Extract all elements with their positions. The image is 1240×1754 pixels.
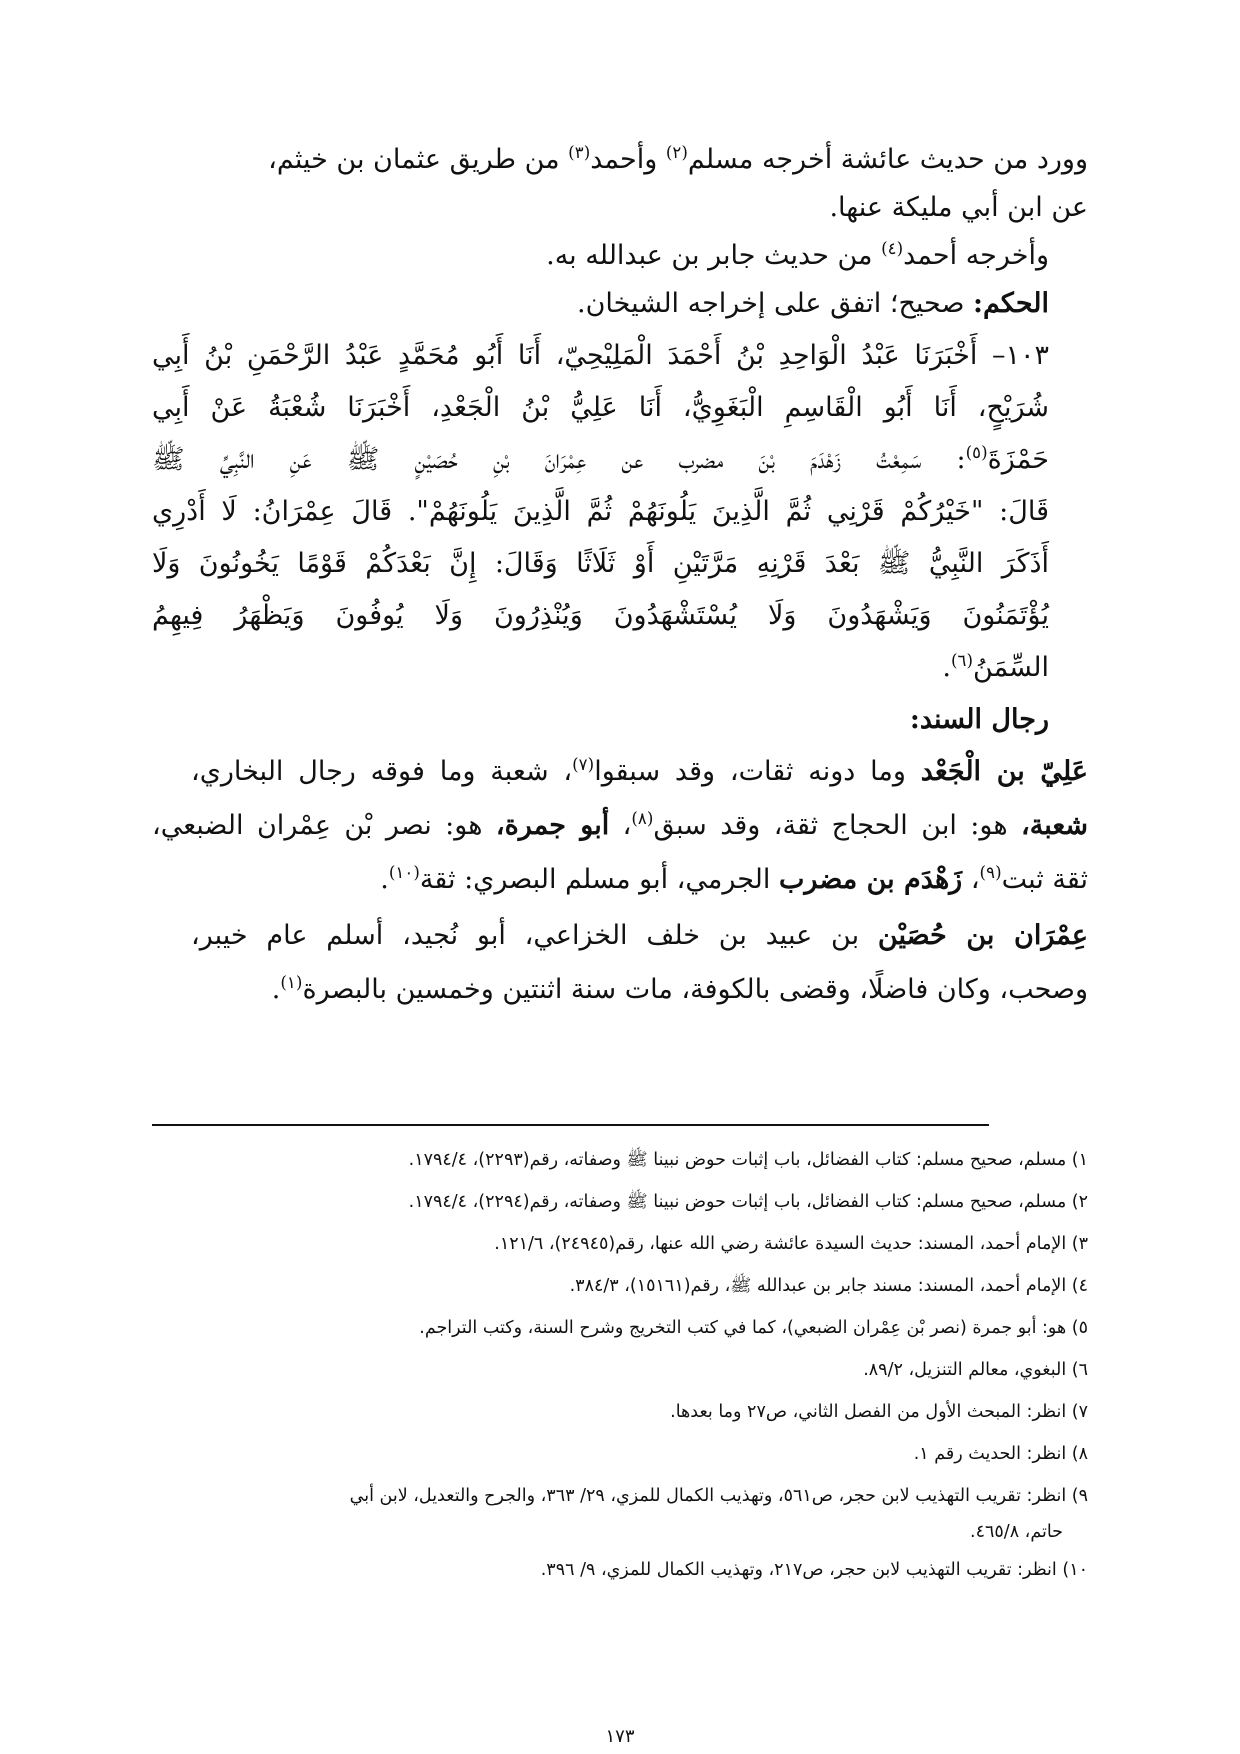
rijal-heading	[910, 700, 1049, 740]
footnote-5	[419, 1314, 1088, 1342]
footnote-ref[interactable]: (١٠)	[388, 862, 420, 882]
footnote-ref[interactable]: (٨)	[631, 808, 654, 828]
body-line-2	[829, 188, 1088, 228]
rijal-text: وصحب، وكان فاضلًا، وقضى بالكوفة، مات سنة اثنتين وخمسين بالبصرة	[302, 974, 1088, 1005]
body-text: وأخرجه أحمد	[903, 240, 1049, 271]
hadith-text: شُرَيْحٍ، أَنَا أَبُو الْقَاسِمِ الْبَغَوِيُّ، أَنَا عَلِيُّ بْنُ الْجَعْدِ، أَخْبَرَنَا شُعْبَةُ عَنْ أَبِي	[152, 392, 1049, 423]
footnote-8	[914, 1440, 1088, 1468]
footnote-6	[863, 1356, 1088, 1384]
rijal-text: هو: نصر بْن عِمْران الضبعي،	[152, 810, 496, 841]
rijal-line-5	[272, 970, 1088, 1010]
hadith-text: يُؤْتَمَنُونَ وَيَشْهَدُونَ وَلَا يُسْتَشْهَدُونَ وَيُنْذِرُونَ وَلَا يُوفُونَ وَيَظْهَرُ فِيهِمُ	[152, 600, 1049, 631]
footnote-text: حاتم، ٤٦٥/٨.	[970, 1522, 1063, 1542]
body-text: عن ابن أبي مليكة عنها.	[829, 192, 1088, 223]
footnote-ref[interactable]: (٤)	[881, 238, 904, 258]
rijal-text: .	[380, 864, 389, 895]
footnote-1	[409, 1146, 1088, 1174]
page-number: ١٧٣	[605, 1726, 635, 1747]
hadith-line-4	[152, 490, 1049, 534]
rijal-text: وما دونه ثقات، وقد سبقوا	[594, 756, 921, 787]
footnote-ref[interactable]: (٦)	[950, 650, 974, 670]
narrator-name: شعبة،	[1021, 810, 1089, 841]
narrator-name: زَهْدَم بن مضرب	[779, 864, 963, 895]
hadith-text: حَمْزَةَ	[987, 444, 1049, 475]
ruling-line	[577, 284, 1049, 324]
body-text: من حديث جابر بن عبدالله به.	[546, 240, 882, 271]
rijal-text: هو: ابن الحجاج ثقة، وقد سبق	[653, 810, 1022, 841]
hadith-line-7	[942, 646, 1049, 690]
rijal-text: ،	[609, 810, 632, 841]
hadith-line-3	[152, 438, 1049, 482]
hadith-text: السِّمَنُ	[973, 652, 1049, 683]
rijal-text: ، شعبة وما فوقه رجال البخاري،	[191, 756, 573, 787]
ruling-text: صحيح؛ اتفق على إخراجه الشيخان.	[577, 288, 973, 319]
body-line-1	[268, 140, 1088, 180]
footnote-ref[interactable]: (٣)	[568, 142, 591, 162]
narrator-name: عِمْرَان بن حُصَيْن	[877, 920, 1088, 951]
footnote-text: ٨) انظر: الحديث رقم ١.	[913, 1444, 1088, 1464]
footnote-text: ١٠) انظر: تقريب التهذيب لابن حجر، ص٢١٧، وتهذيب الكمال للمزي، ٩/ ٣٩٦.	[540, 1560, 1088, 1580]
footnote-ref[interactable]: (١)	[280, 972, 303, 992]
footnote-separator	[152, 1124, 989, 1126]
rijal-text: بن عبيد بن خلف الخزاعي، أبو نُجيد، أسلم عام خيبر،	[191, 920, 878, 951]
hadith-text: : سَمِعْتُ زَهْدَمَ بْنَ مضرب عن عِمْرَانَ بْنِ حُصَيْنٍ ﷺ عَنِ النَّبِيِّ ﷺ	[152, 444, 966, 475]
body-line-3	[546, 236, 1049, 276]
footnote-text: ٣) الإمام أحمد، المسند: حديث السيدة عائشة رضي الله عنها، رقم(٢٤٩٤٥)، ١٢١/٦.	[494, 1234, 1088, 1254]
hadith-line-6	[152, 594, 1049, 638]
hadith-text: قَالَ: "خَيْرُكُمْ قَرْنِي ثُمَّ الَّذِينَ يَلُونَهُمْ ثُمَّ الَّذِينَ يَلُونَهُمْ". قَالَ عِمْرَانُ: لَا أَدْرِي	[152, 496, 1049, 527]
footnote-text: ٩) انظر: تقريب التهذيب لابن حجر، ص٥٦١، وتهذيب الكمال للمزي، ٢٩/ ٣٦٣، والجرح والتعديل، لابن أبي	[349, 1486, 1088, 1506]
footnote-ref[interactable]: (٩)	[979, 862, 1002, 882]
hadith-text: ١٠٣– أَخْبَرَنَا عَبْدُ الْوَاحِدِ بْنُ أَحْمَدَ الْمَلِيْحِيّ، أَنَا أَبُو مُحَمَّدٍ عَبْدُ الرَّحْمَنِ بْنُ أَبِي	[152, 340, 1049, 371]
body-text: وورد من حديث عائشة أخرجه مسلم	[687, 144, 1088, 175]
footnote-9	[350, 1482, 1088, 1510]
rijal-text: الجرمي، أبو مسلم البصري: ثقة	[419, 864, 779, 895]
rijal-line-4	[191, 916, 1088, 956]
rijal-text: .	[271, 974, 281, 1005]
section-heading: رجال السند:	[909, 704, 1049, 735]
footnote-ref[interactable]: (٥)	[965, 442, 988, 462]
ruling-label: الحكم:	[972, 288, 1049, 319]
footnote-text: ٢) مسلم، صحيح مسلم: كتاب الفضائل، باب إثبات حوض نبينا ﷺ وصفاته، رقم(٢٢٩٤)، ١٧٩٤/٤.	[408, 1192, 1088, 1212]
narrator-name: عَلِيّ بن الْجَعْد	[920, 756, 1088, 787]
footnote-text: ٤) الإمام أحمد، المسند: مسند جابر بن عبدالله ﷺ، رقم(١٥١٦١)، ٣٨٤/٣.	[569, 1276, 1088, 1296]
rijal-text: ،	[962, 864, 980, 895]
rijal-line-1	[191, 752, 1088, 792]
footnote-3	[494, 1230, 1088, 1258]
footnote-ref[interactable]: (٢)	[665, 142, 688, 162]
body-text: وأحمد	[590, 144, 666, 175]
footnote-ref[interactable]: (٧)	[572, 754, 595, 774]
footnote-4	[570, 1272, 1088, 1300]
body-text: من طريق عثمان بن خيثم،	[268, 144, 569, 175]
footnote-text: ٧) انظر: المبحث الأول من الفصل الثاني، ص٢٧ وما بعدها.	[670, 1402, 1088, 1422]
rijal-text: ثقة ثبت	[1001, 864, 1088, 895]
hadith-text: .	[942, 652, 951, 683]
hadith-text: أَذَكَرَ النَّبِيُّ ﷺ بَعْدَ قَرْنِهِ مَرَّتَيْنِ أَوْ ثَلَاثًا وَقَالَ: إِنَّ بَعْدَكُمْ قَوْمًا يَخُونُونَ وَلَا	[152, 548, 1049, 579]
footnote-2	[409, 1188, 1088, 1216]
hadith-line-1	[152, 334, 1049, 378]
footnote-7	[670, 1398, 1088, 1426]
hadith-line-2	[152, 386, 1049, 430]
footnote-9-cont	[970, 1518, 1063, 1546]
footnote-text: ٥) هو: أبو جمرة (نصر بْن عِمْران الضبعي)، كما في كتب التخريج وشرح السنة، وكتب التراجم.	[419, 1318, 1088, 1338]
rijal-line-2	[152, 806, 1088, 846]
footnote-text: ٦) البغوي، معالم التنزيل، ٨٩/٢.	[863, 1360, 1088, 1380]
rijal-line-3	[380, 860, 1088, 900]
hadith-line-5	[152, 542, 1049, 586]
footnote-10	[541, 1556, 1088, 1584]
narrator-name: أبو جمرة،	[495, 810, 610, 841]
footnote-text: ١) مسلم، صحيح مسلم: كتاب الفضائل، باب إثبات حوض نبينا ﷺ وصفاته، رقم(٢٢٩٣)، ١٧٩٤/٤.	[408, 1150, 1088, 1170]
